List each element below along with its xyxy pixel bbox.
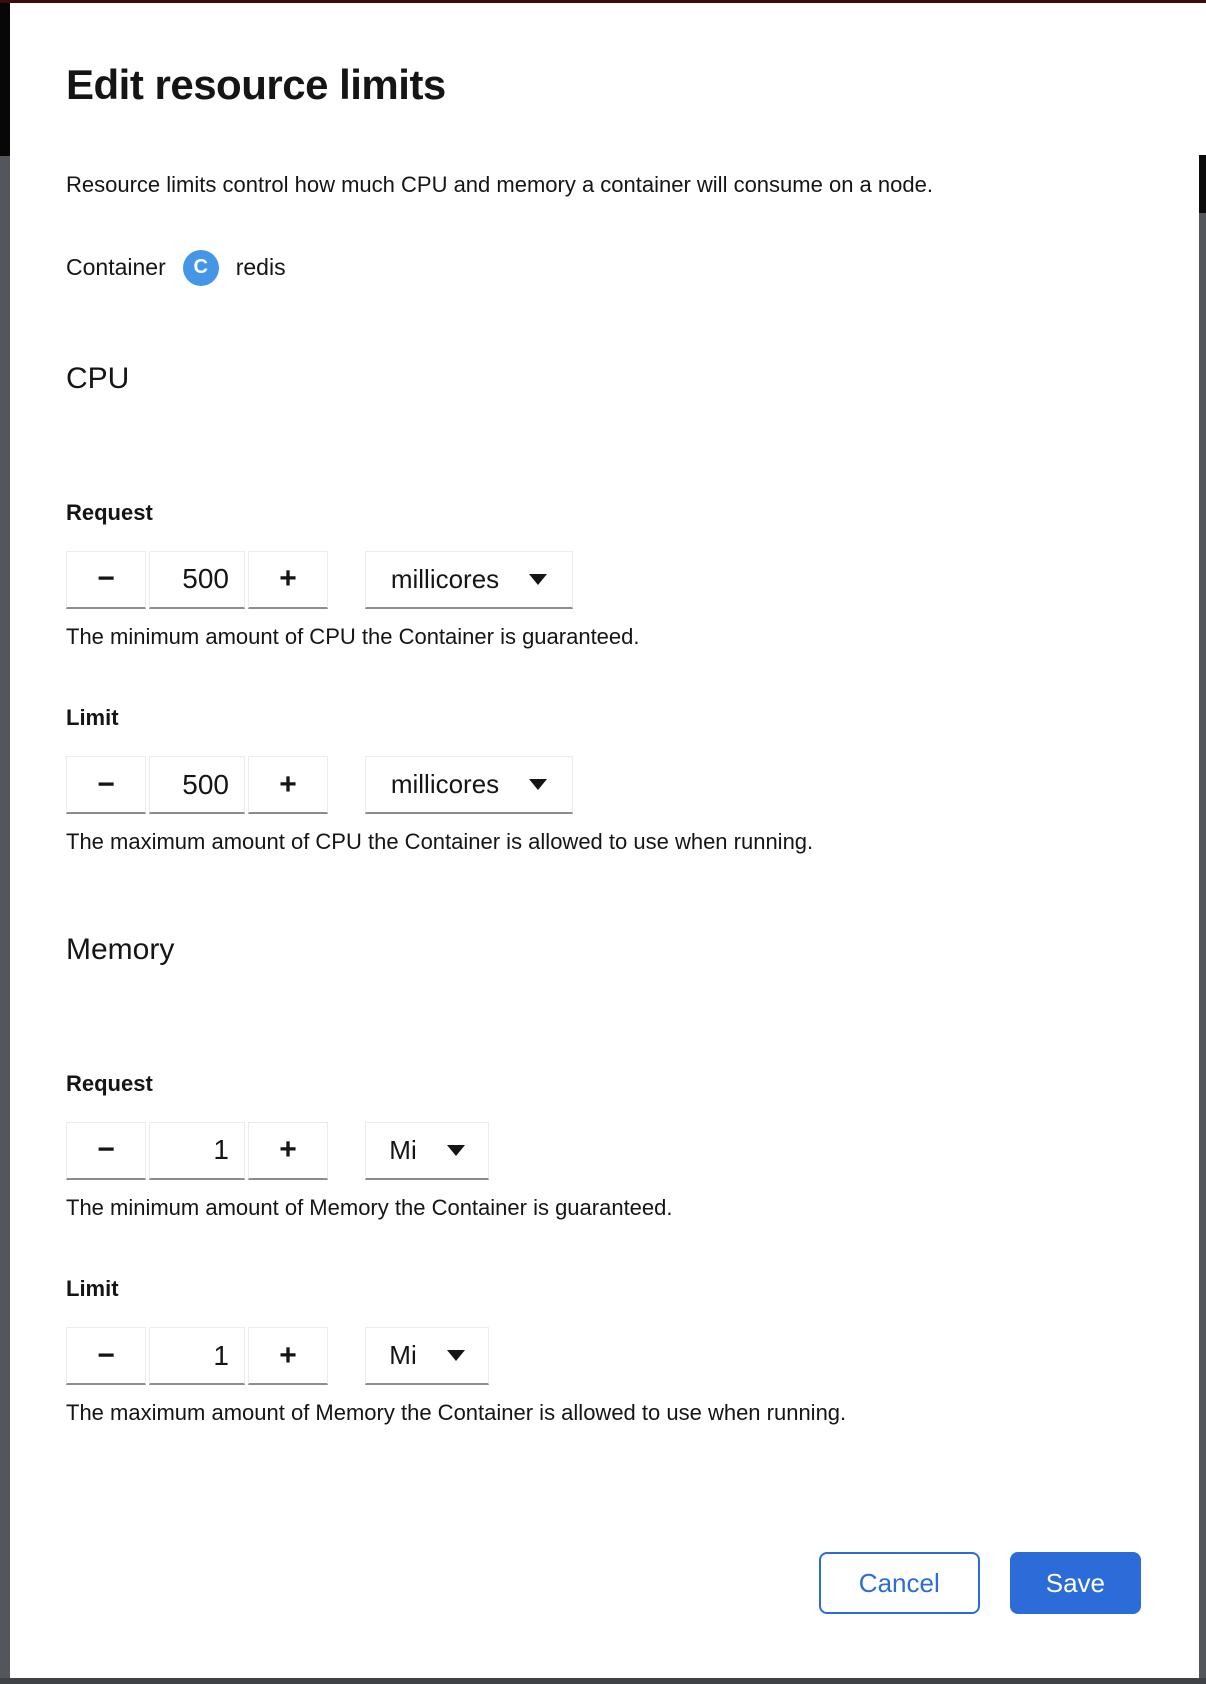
caret-down-icon [529,574,547,585]
caret-down-icon [447,1350,465,1361]
page-bottom-edge [0,1678,1206,1684]
cpu-limit-unit-dropdown[interactable] [365,756,573,814]
container-name: redis [235,254,286,281]
cpu-limit-number-spinner [66,756,328,814]
memory-limit-help-text: The maximum amount of Memory the Container is allowed to use when running. [66,1400,847,1426]
memory-section-heading: Memory [66,932,175,966]
cpu-limit-help-text: The maximum amount of CPU the Container is allowed to use when running. [66,829,814,855]
memory-request-decrement-button[interactable]: − [66,1122,146,1180]
container-label: Container [66,254,166,281]
cpu-request-label: Request [66,499,153,525]
modal-description: Resource limits control how much CPU and memory a container will consume on a node. [66,172,933,197]
memory-request-group [66,1071,1143,1223]
memory-limit-increment-button[interactable]: + [248,1327,328,1385]
memory-request-label: Request [66,1070,153,1096]
memory-limit-number-spinner [66,1327,328,1385]
cpu-limit-decrement-button[interactable]: − [66,756,146,814]
memory-request-help-text: The minimum amount of Memory the Container is guaranteed. [66,1194,673,1220]
memory-request-increment-button[interactable]: + [248,1122,328,1180]
cpu-section-heading: CPU [66,361,130,395]
memory-request-input[interactable] [149,1122,245,1180]
cpu-request-group [66,500,1143,652]
cpu-request-number-spinner [66,551,328,609]
memory-request-number-spinner [66,1122,328,1180]
caret-down-icon [447,1145,465,1156]
cancel-button[interactable]: Cancel [819,1552,980,1614]
memory-request-unit-dropdown[interactable] [365,1122,489,1180]
save-button[interactable]: Save [1010,1552,1141,1614]
memory-limit-input[interactable] [149,1327,245,1385]
modal-title: Edit resource limits [66,61,446,108]
background-masthead-sliver-left [0,3,10,156]
memory-limit-group [66,1276,1143,1428]
cpu-request-unit-label: millicores [390,563,500,594]
cpu-request-decrement-button[interactable]: − [66,551,146,609]
cpu-limit-label: Limit [66,705,119,731]
cpu-request-unit-dropdown[interactable] [365,551,573,609]
memory-limit-unit-label: Mi [389,1340,417,1371]
caret-down-icon [529,779,547,790]
memory-limit-decrement-button[interactable]: − [66,1327,146,1385]
cpu-request-increment-button[interactable]: + [248,551,328,609]
cpu-request-input[interactable] [149,551,245,609]
modal-footer [819,1552,1141,1614]
cpu-limit-group [66,705,1143,857]
memory-limit-unit-dropdown[interactable] [365,1327,489,1385]
cpu-limit-increment-button[interactable]: + [248,756,328,814]
container-row [66,250,1143,286]
background-sliver-right-top [1199,3,1206,155]
cpu-limit-unit-label: millicores [390,769,500,800]
memory-limit-label: Limit [66,1276,119,1302]
container-badge-icon: C [183,250,219,286]
cpu-limit-input[interactable] [149,756,245,814]
edit-resource-limits-modal [10,3,1199,1678]
cpu-request-help-text: The minimum amount of CPU the Container is guaranteed. [66,623,640,649]
memory-request-unit-label: Mi [389,1134,417,1165]
background-masthead-sliver-right [1199,155,1206,213]
